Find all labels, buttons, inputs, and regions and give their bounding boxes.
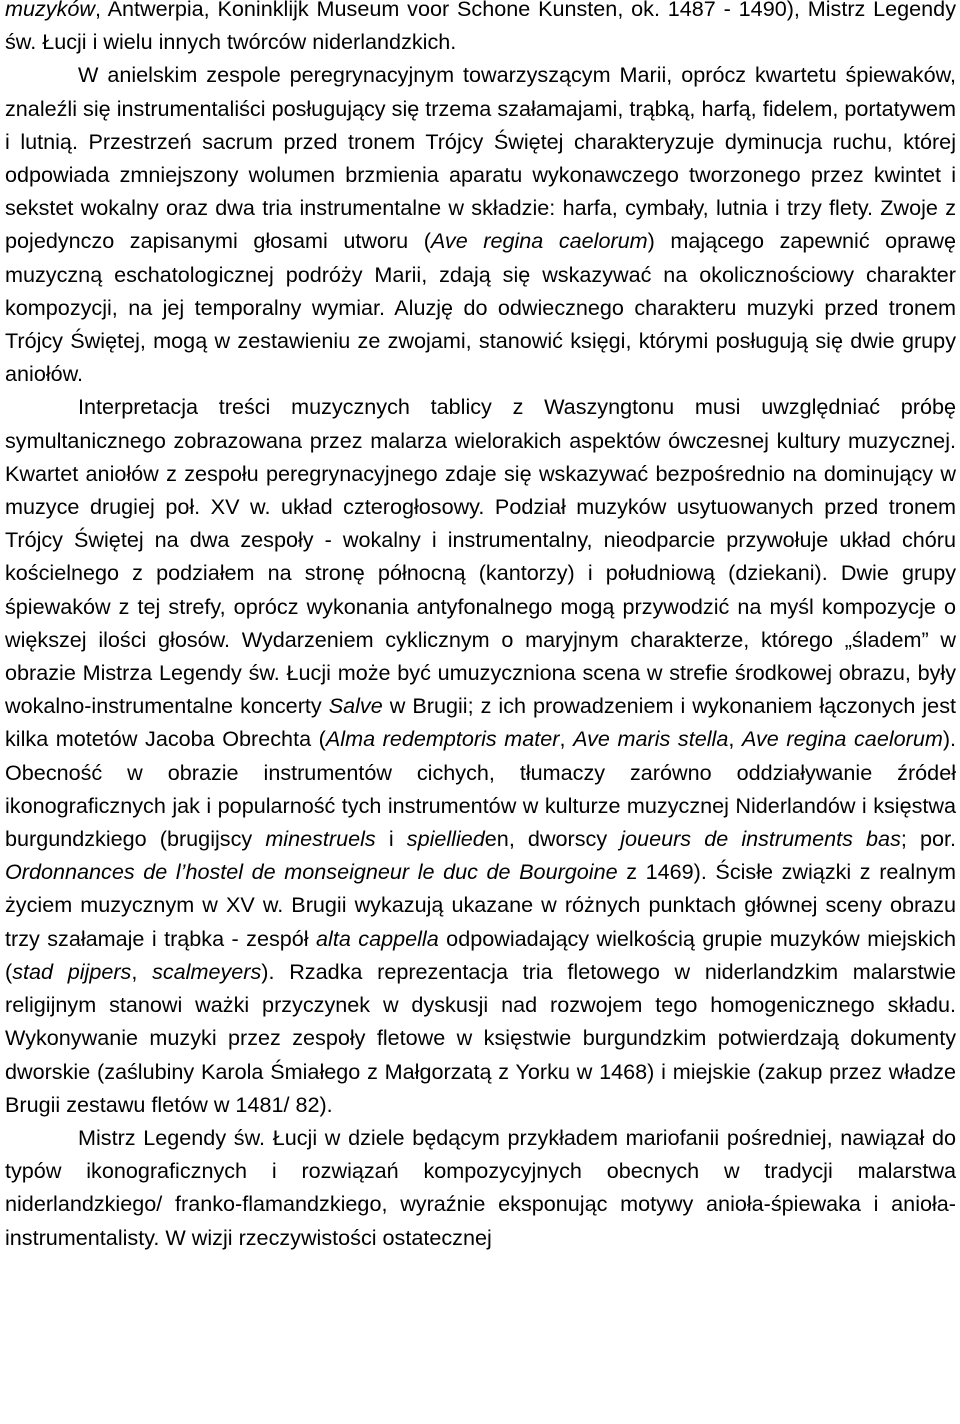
text-segment: en, dworscy bbox=[484, 826, 621, 852]
italic-text-segment: Ave regina caelorum bbox=[430, 228, 648, 254]
italic-text-segment: stad pijpers bbox=[12, 958, 132, 984]
italic-text-segment: Ave maris stella bbox=[573, 726, 729, 752]
text-segment: W anielskim zespole peregrynacyjnym towarzyszącym Marii, oprócz kwartetu śpiewaków, znaleźli się instrumentaliści posługujący się trzema szałamajami, trąbką, harfą, fidelem, portatywem i lutnią. Przestrzeń sacrum przed tronem Trójcy Świętej charakteryzuje dyminucja ruchu, której odpowiada zmniejszony wolumen brzmienia aparatu wykonawczego tworzonego przez kwintet i sekstet wokalny oraz dwa tria instrumentalne w składzie: harfa, cymbały, lutnia i trzy flety. Zwoje z pojedynczo zapisanymi głosami utworu ( bbox=[5, 62, 956, 254]
text-segment: ). Rzadka reprezentacja tria fletowego w niderlandzkim malarstwie religijnym stanowi ważki przyczynek w dyskusji nad rozwojem tego homogenicznego składu. Wykonywanie muzyki przez zespoły fletowe w księstwie burgundzkim potwierdzają dokumenty dworskie (zaślubiny Karola Śmiałego z Małgorzatą z Yorku w 1468) i miejskie (zakup przez władze Brugii zestawu fletów w 1481/ 82). bbox=[5, 958, 956, 1117]
paragraph-master-of-st-lucy bbox=[5, 1121, 956, 1254]
text-segment: ; por. bbox=[900, 826, 957, 852]
text-segment: Interpretacja treści muzycznych tablicy z Waszyngtonu musi uwzględniać próbę symultanicznego zobrazowana przez malarza wielorakich aspektów ówczesnej kultury muzycznej. Kwartet aniołów z zespołu peregrynacyjnego zdaje się wskazywać bezpośrednio na dominujący w muzyce drugiej poł. XV w. układ czterogłosowy. Podział muzyków usytuowanych przed tronem Trójcy Świętej na dwa zespoły - wokalny i instrumentalny, nieodparcie przywołuje układ chóru kościelnego z podziałem na stronę północną (kantorzy) i południową (dziekani). Dwie grupy śpiewaków z tej strefy, oprócz wykonania antyfonalnego mogą przywodzić na myśl kompozycje o większej ilości głosów. Wydarzeniem cyklicznym o maryjnym charakterze, którego „śladem” w obrazie Mistrza Legendy św. Łucji może być umuzyczniona scena w strefie środkowej obrazu, były wokalno-instrumentalne koncerty bbox=[5, 394, 956, 719]
text-segment: , Antwerpia, Koninklijk Museum voor Schone Kunsten, ok. 1487 - 1490), Mistrz Legendy św. Łucji i wielu innych twórców niderlandzkich. bbox=[5, 0, 956, 55]
italic-text-segment: Alma redemptoris mater bbox=[325, 726, 560, 752]
italic-text-segment: Ave regina caelorum bbox=[741, 726, 943, 752]
text-segment: z 1469). Ścisłe związki z realnym życiem muzycznym w XV w. Brugii wykazują ukazane w różnych punktach głównej sceny obrazu trzy szałamaje i trąbka - zespół bbox=[5, 859, 957, 951]
paragraph-interpretation bbox=[5, 390, 956, 1120]
italic-text-segment: alta cappella bbox=[316, 925, 439, 951]
italic-text-segment: scalmeyers bbox=[152, 958, 262, 984]
italic-text-segment: minestruels bbox=[265, 826, 376, 852]
text-segment: i bbox=[375, 826, 407, 852]
italic-text-segment: Ordonnances de l’hostel de monseigneur le duc de Bourgoine bbox=[5, 859, 618, 885]
text-segment: odpowiadający wielkością grupie muzyków miejskich ( bbox=[5, 925, 956, 984]
text-segment: w Brugii; z ich prowadzeniem i wykonaniem łączonych jest kilka motetów Jacoba Obrechta ( bbox=[5, 693, 956, 752]
text-segment: Mistrz Legendy św. Łucji w dziele będącym przykładem mariofanii pośredniej, nawiązał do typów ikonograficznych i rozwiązań kompozycyjnych obecnych w tradycji malarstwa niderlandzkiego/ franko-flamandzkiego, wyraźnie eksponując motywy anioła-śpiewaka i anioła-instrumentalisty. W wizji rzeczywistości ostatecznej bbox=[5, 1124, 956, 1250]
italic-text-segment: spiellied bbox=[406, 826, 485, 852]
text-segment: , bbox=[131, 958, 153, 984]
paragraph-caption-continuation bbox=[5, 0, 956, 58]
text-segment: , bbox=[728, 726, 742, 752]
italic-text-segment: muzyków bbox=[5, 0, 95, 21]
text-segment: ) mającego zapewnić oprawę muzyczną eschatologicznej podróży Marii, zdają się wskazywać na okolicznościowy charakter kompozycji, na jej temporalny wymiar. Aluzję do odwiecznego charakteru muzyki przed tronem Trójcy Świętej, mogą w zestawieniu ze zwojami, stanowić księgi, którymi posługują się dwie grupy aniołów. bbox=[5, 228, 956, 387]
paragraph-angel-ensemble bbox=[5, 58, 956, 390]
document-page bbox=[5, 0, 956, 1254]
text-segment: , bbox=[559, 726, 574, 752]
italic-text-segment: joueurs de instruments bas bbox=[620, 826, 901, 852]
italic-text-segment: Salve bbox=[328, 693, 383, 719]
text-segment: ). Obecność w obrazie instrumentów cichych, tłumaczy zarówno oddziaływanie źródeł ikonograficznych jak i popularność tych instrumentów w kulturze muzycznej Niderlandów i księstwa burgundzkiego (brugijscy bbox=[5, 726, 957, 852]
